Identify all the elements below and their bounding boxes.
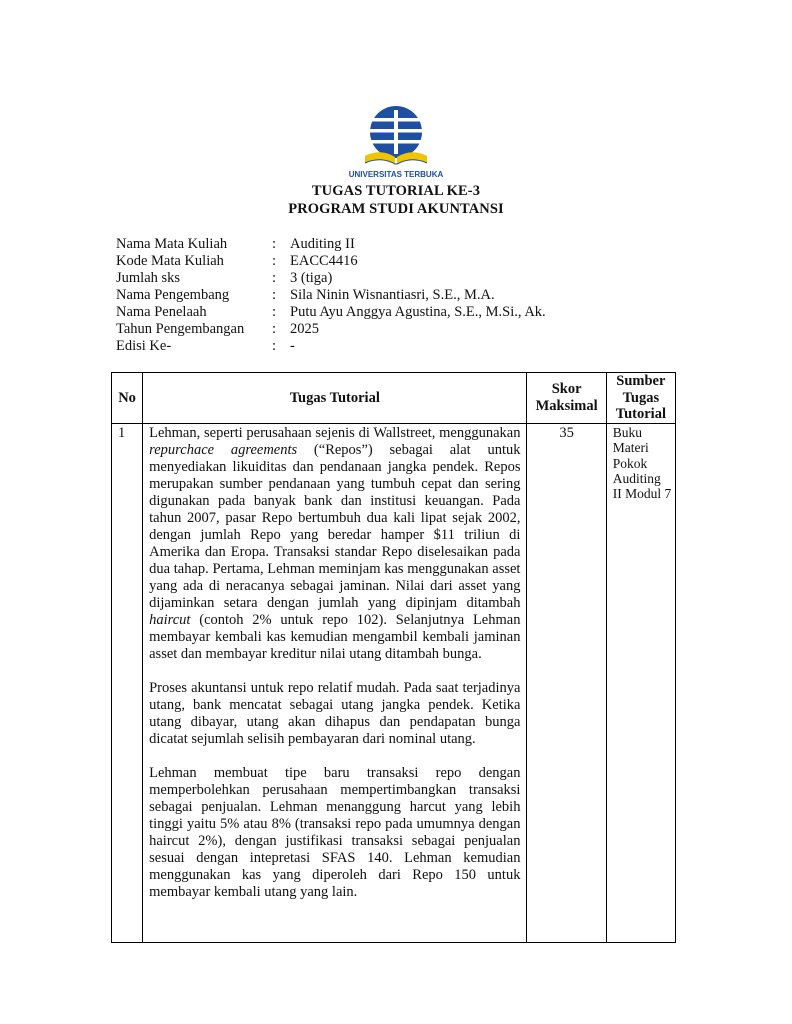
task-text-emphasis: haircut xyxy=(149,612,191,628)
info-value: - xyxy=(290,338,295,354)
header-source-line3: Tutorial xyxy=(615,406,666,423)
info-colon: : xyxy=(272,338,277,354)
task-text-segment: (contoh 2% untuk repo 102). Selanjutnya Lehman membayar kembali kas kemudian mengambil kembali jaminan asset dan membayar kreditur nilai utang ditambah bunga. xyxy=(149,612,521,662)
info-label: Tahun Pengembangan xyxy=(116,321,245,337)
info-value: Sila Ninin Wisnantiasri, S.E., M.A. xyxy=(290,287,495,303)
info-colon: : xyxy=(272,270,277,286)
info-value: 2025 xyxy=(290,321,319,337)
info-label: Kode Mata Kuliah xyxy=(116,253,224,269)
row-number: 1 xyxy=(112,424,143,943)
university-logo xyxy=(348,104,450,180)
table-header-row xyxy=(112,373,676,424)
info-value: Putu Ayu Anggya Agustina, S.E., M.Si., Ak. xyxy=(290,304,546,320)
info-label: Jumlah sks xyxy=(116,270,181,286)
task-text xyxy=(143,424,527,943)
info-label: Nama Pengembang xyxy=(116,287,230,303)
task-paragraph-1 xyxy=(149,425,520,663)
info-value: EACC4416 xyxy=(290,253,358,269)
header-source-line1: Sumber xyxy=(616,373,666,390)
logo-text: UNIVERSITAS TERBUKA xyxy=(348,170,444,179)
max-score: 35 xyxy=(527,424,606,943)
info-colon: : xyxy=(272,321,277,337)
header-source-line2: Tugas xyxy=(622,389,660,406)
header-score xyxy=(527,373,606,424)
info-label: Edisi Ke- xyxy=(116,338,172,354)
header-no: No xyxy=(112,373,143,424)
task-text-emphasis: repurchace agreements xyxy=(149,442,298,458)
program-title: PROGRAM STUDI AKUNTANSI xyxy=(288,201,504,217)
info-value: 3 (tiga) xyxy=(290,270,333,286)
document-title: TUGAS TUTORIAL KE-3 xyxy=(311,183,481,199)
task-text-segment: Lehman, seperti perusahaan sejenis di Wallstreet, menggunakan xyxy=(149,425,521,441)
task-text-segment: (“Repos”) sebagai alat untuk menyediakan likuiditas dan pendanaan jangka pendek. Repos merupakan sumber pendanaan yang tumbuh cepat dan sering digunakan pada banyak bank dan institusi keuangan. Pada tahun 2007, pasar Repo bertumbuh dua kali lipat sejak 2002, dengan jumlah Repo yang beredar hamper $11 triliun di Amerika dan Eropa. Transaksi standar Repo diselesaikan pada dua tahap. Pertama, Lehman meminjam kas menggunakan asset yang ada di neracanya sebagai jaminan. Nilai dari asset yang dijaminkan setara dengan jumlah yang dipinjam ditambah xyxy=(149,442,521,611)
header-score-line2: Maksimal xyxy=(535,398,598,414)
info-colon: : xyxy=(272,287,277,303)
info-value: Auditing II xyxy=(290,236,355,252)
header-task: Tugas Tutorial xyxy=(143,373,527,424)
info-label: Nama Mata Kuliah xyxy=(116,236,228,252)
tutorial-table xyxy=(111,372,676,943)
task-paragraph-2: Proses akuntansi untuk repo relatif mudah. Pada saat terjadinya utang, bank mencatat sebagai utang jangka pendek. Ketika utang dibayar, utang akan dihapus dan pendapatan bunga dicatat sejumlah selisih pembayaran dari nominal utang. xyxy=(149,680,521,747)
info-colon: : xyxy=(272,236,277,252)
task-source: Buku Materi Pokok Auditing II Modul 7 xyxy=(606,424,675,943)
task-paragraph-3: Lehman membuat tipe baru transaksi repo dengan memperbolehkan perusahaan mempertimbangkan transaksi sebagai penjualan. Lehman menanggung harcut yang lebih tinggi yaitu 5% atau 8% (transaksi repo pada umumnya dengan haircut 2%), dengan justifikasi transaksi sebagai penjualan sesuai dengan intepretasi SFAS 140. Lehman kemudian menggunakan kas yang diperoleh dari Repo 150 untuk membayar kembali utang yang lain. xyxy=(149,765,521,900)
table-row xyxy=(112,424,676,943)
header-source xyxy=(606,373,675,424)
info-label: Nama Penelaah xyxy=(116,304,207,320)
info-colon: : xyxy=(272,304,277,320)
info-colon: : xyxy=(272,253,277,269)
header-score-line1: Skor xyxy=(551,381,582,397)
